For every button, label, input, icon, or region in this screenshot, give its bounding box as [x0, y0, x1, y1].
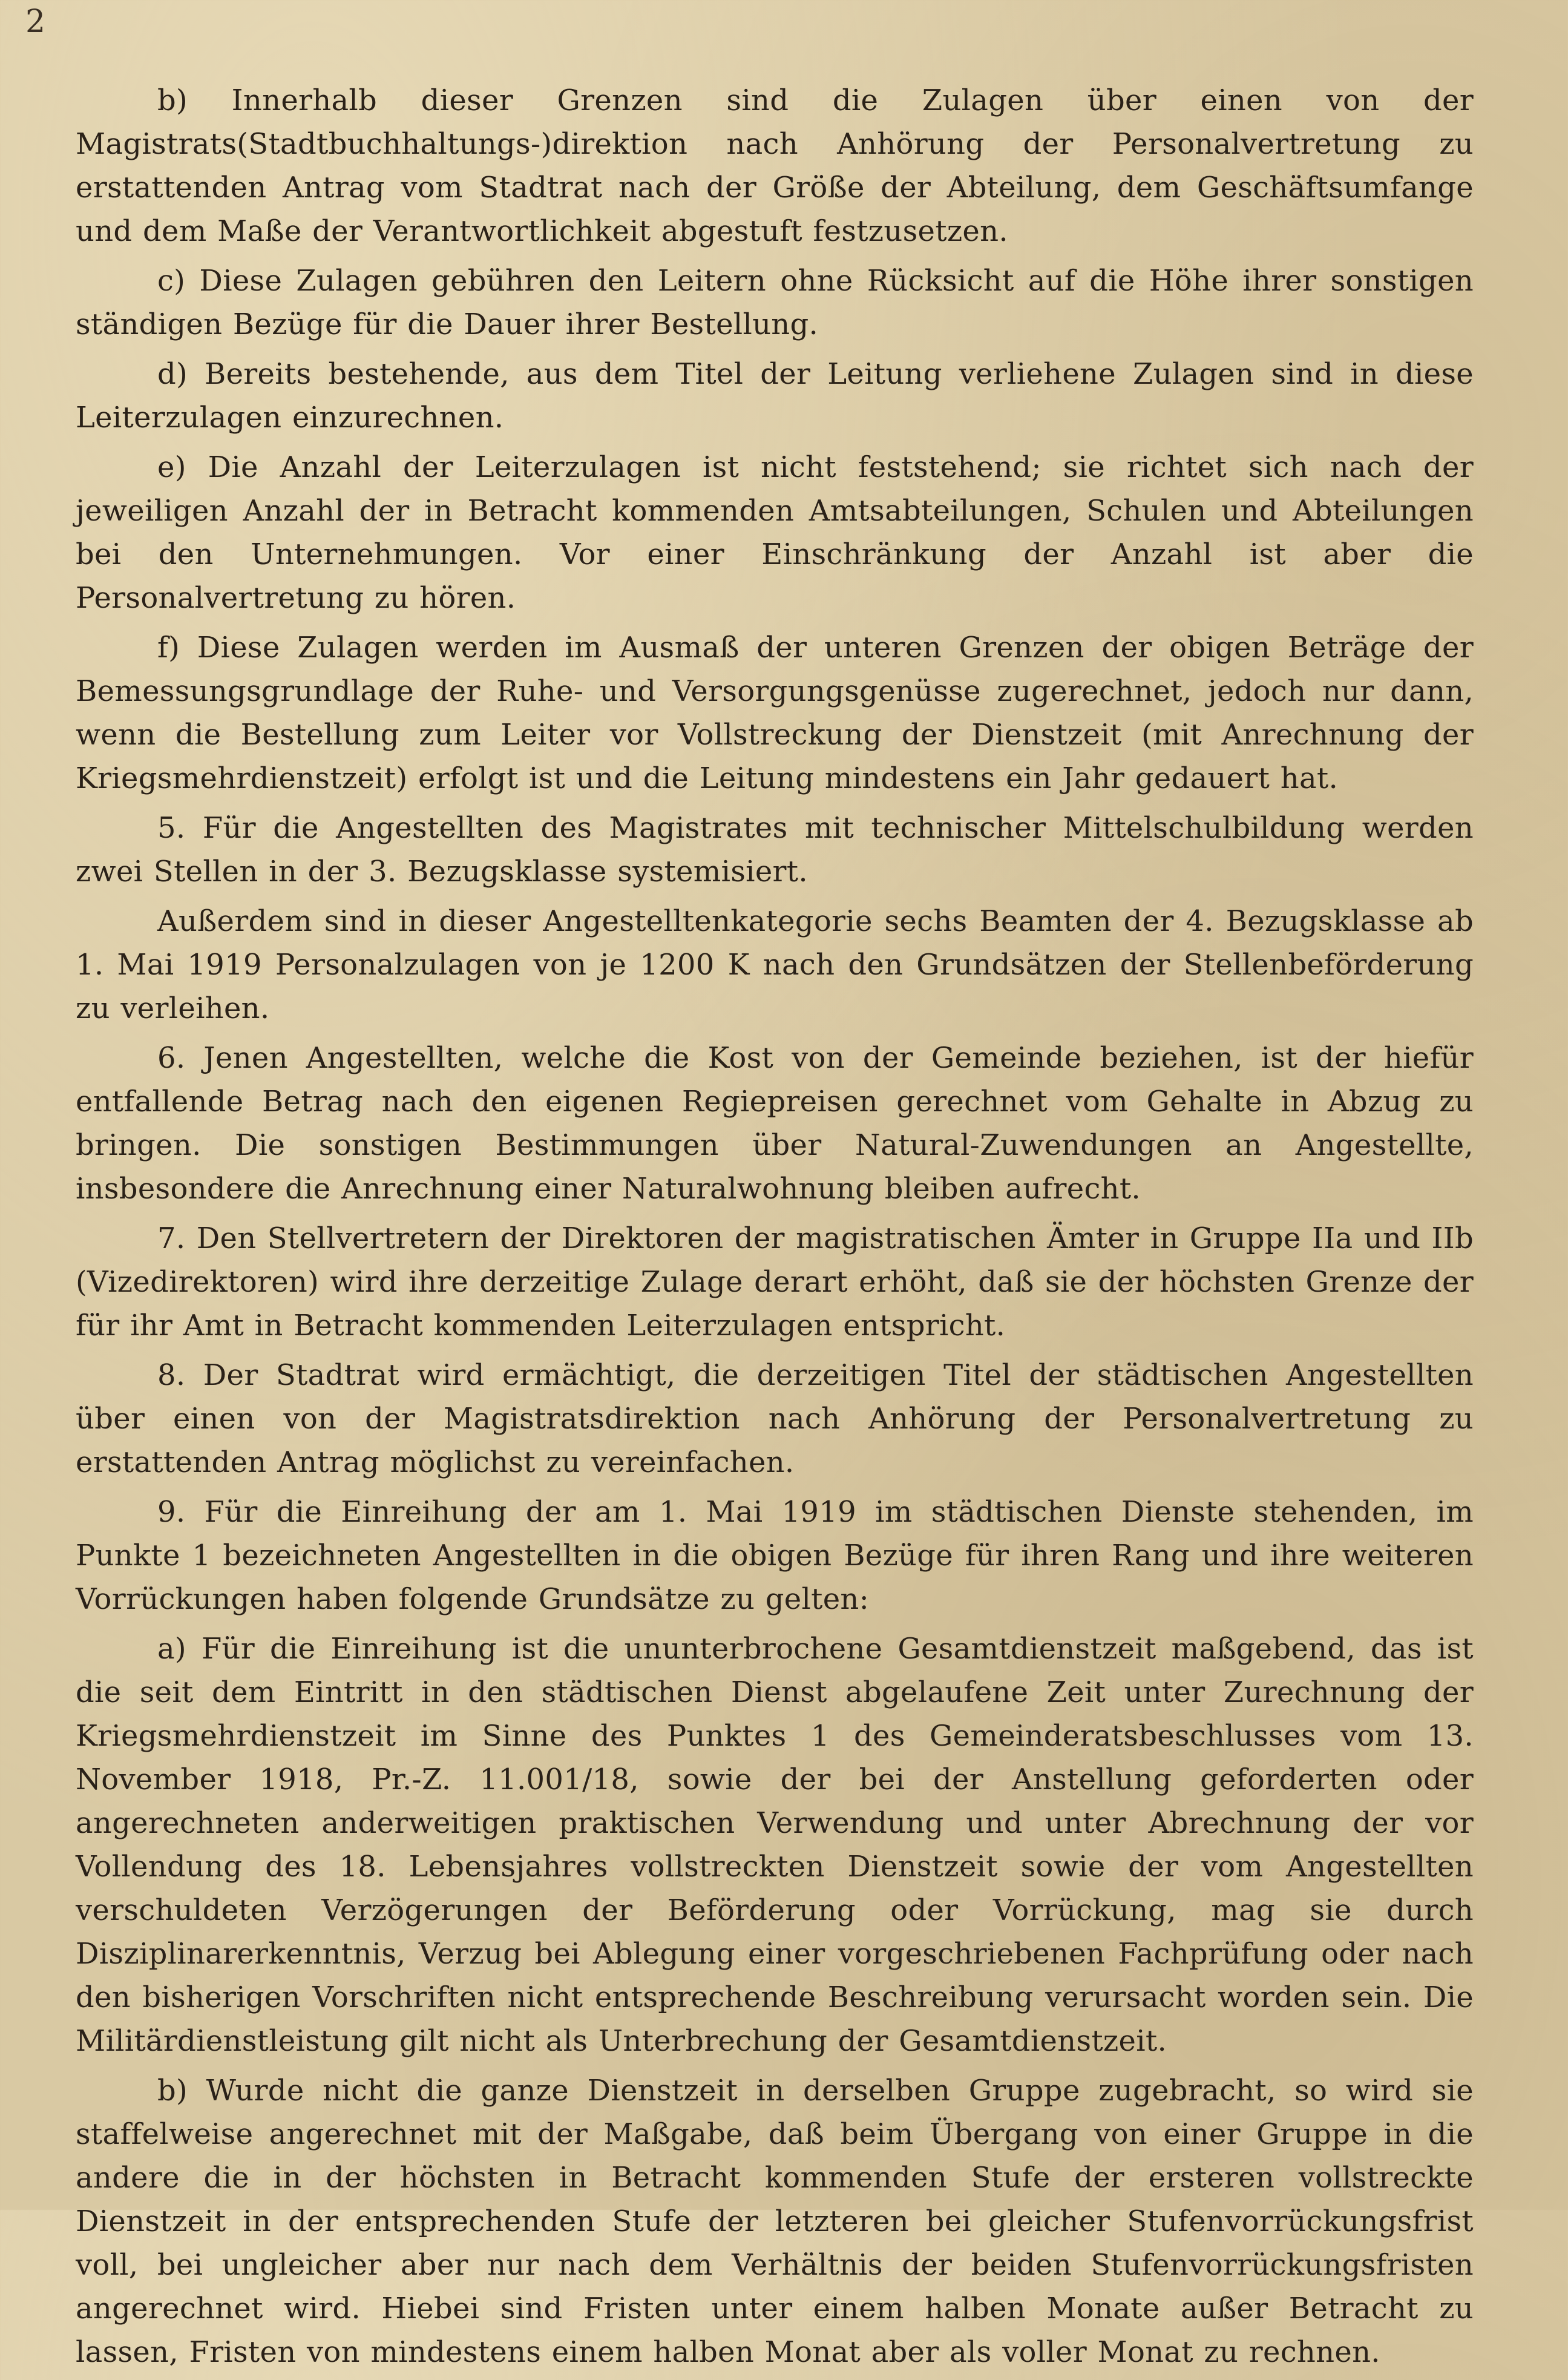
paragraph-4f: f) Diese Zulagen werden im Ausmaß der unteren Grenzen der obigen Beträge der Bemessungsgrundlage der Ruhe- und Versorgungsgenüsse zugerechnet, jedoch nur dann, wenn die Bestellung zum Leiter vor Vollstreckung der Dienstzeit (mit Anrechnung der Kriegsmehrdienstzeit) erfolgt ist und die Leitung mindestens ein Jahr gedauert hat.	[76, 631, 1474, 795]
paragraph-9b: b) Wurde nicht die ganze Dienstzeit in derselben Gruppe zugebracht, so wird sie staffelweise angerechnet mit der Maßgabe, daß beim Übergang von einer Gruppe in die andere die in der höchsten in Betracht kommenden Stufe der ersteren vollstreckte Dienstzeit in der entsprechenden Stufe der letzteren bei gleicher Stufenvorrückungsfrist voll, bei ungleicher aber nur nach dem Verhältnis der beiden Stufenvorrückungsfristen angerechnet wird. Hiebei sind Fristen unter einem halben Monate außer Betracht zu lassen, Fristen von mindestens einem halben Monat aber als voller Monat zu rechnen.	[76, 2074, 1474, 2369]
paragraph-4d: d) Bereits bestehende, aus dem Titel der Leitung verliehene Zulagen sind in diese Leiterzulagen einzurechnen.	[76, 357, 1474, 435]
paragraph-8: 8. Der Stadtrat wird ermächtigt, die derzeitigen Titel der städtischen Angestellten über einen von der Magistratsdirektion nach Anhörung der Personalvertretung zu erstattenden Antrag möglichst zu vereinfachen.	[76, 1358, 1474, 1479]
document-body	[76, 79, 1474, 2380]
paragraph-4c: c) Diese Zulagen gebühren den Leitern ohne Rücksicht auf die Höhe ihrer sonstigen ständigen Bezüge für die Dauer ihrer Bestellung.	[76, 264, 1474, 341]
paragraph-9a: a) Für die Einreihung ist die ununterbrochene Gesamtdienstzeit maßgebend, das ist die seit dem Eintritt in den städtischen Dienst abgelaufene Zeit unter Zurechnung der Kriegsmehrdienstzeit im Sinne des Punktes 1 des Gemeinderatsbeschlusses vom 13. November 1918, Pr.-Z. 11.001/18, sowie der bei der Anstellung geforderten oder angerechneten anderweitigen praktischen Verwendung und unter Abrechnung der vor Vollendung des 18. Lebensjahres vollstreckten Dienstzeit sowie der vom Angestellten verschuldeten Verzögerungen der Beförderung oder Vorrückung, mag sie durch Disziplinarerkenntnis, Verzug bei Ablegung einer vorgeschriebenen Fachprüfung oder nach den bisherigen Vorschriften nicht entsprechende Beschreibung verursacht worden sein. Die Militärdienstleistung gilt nicht als Unterbrechung der Gesamtdienstzeit.	[76, 1632, 1474, 2058]
paragraph-5-additional: Außerdem sind in dieser Angestelltenkategorie sechs Beamten der 4. Bezugsklasse ab 1. Mai 1919 Personalzulagen von je 1200 K nach den Grundsätzen der Stellenbeförderung zu verleihen.	[76, 904, 1474, 1025]
paragraph-6: 6. Jenen Angestellten, welche die Kost von der Gemeinde beziehen, ist der hiefür entfallende Betrag nach den eigenen Regiepreisen gerechnet vom Gehalte in Abzug zu bringen. Die sonstigen Bestimmungen über Natural-Zuwendungen an Angestellte, insbesondere die Anrechnung einer Naturalwohnung bleiben aufrecht.	[76, 1041, 1474, 1206]
paragraph-9: 9. Für die Einreihung der am 1. Mai 1919 im städtischen Dienste stehenden, im Punkte 1 bezeichneten Angestellten in die obigen Bezüge für ihren Rang und ihre weiteren Vorrückungen haben folgende Grundsätze zu gelten:	[76, 1495, 1474, 1616]
paragraph-7: 7. Den Stellvertretern der Direktoren der magistratischen Ämter in Gruppe IIa und IIb (Vizedirektoren) wird ihre derzeitige Zulage derart erhöht, daß sie der höchsten Grenze der für ihr Amt in Betracht kommenden Leiterzulagen entspricht.	[76, 1221, 1474, 1343]
paragraph-4b: b) Innerhalb dieser Grenzen sind die Zulagen über einen von der Magistrats(Stadtbuchhaltungs-)direktion nach Anhörung der Personalvertretung zu erstattenden Antrag vom Stadtrat nach der Größe der Abteilung, dem Geschäftsumfange und dem Maße der Verantwortlichkeit abgestuft festzusetzen.	[76, 84, 1474, 248]
paragraph-5: 5. Für die Angestellten des Magistrates mit technischer Mittelschulbildung werden zwei Stellen in der 3. Bezugsklasse systemisiert.	[76, 811, 1474, 889]
page-number: 2	[25, 4, 46, 40]
paragraph-4e: e) Die Anzahl der Leiterzulagen ist nicht feststehend; sie richtet sich nach der jeweiligen Anzahl der in Betracht kommenden Amtsabteilungen, Schulen und Abteilungen bei den Unternehmungen. Vor einer Einschränkung der Anzahl ist aber die Personalvertretung zu hören.	[76, 450, 1474, 615]
